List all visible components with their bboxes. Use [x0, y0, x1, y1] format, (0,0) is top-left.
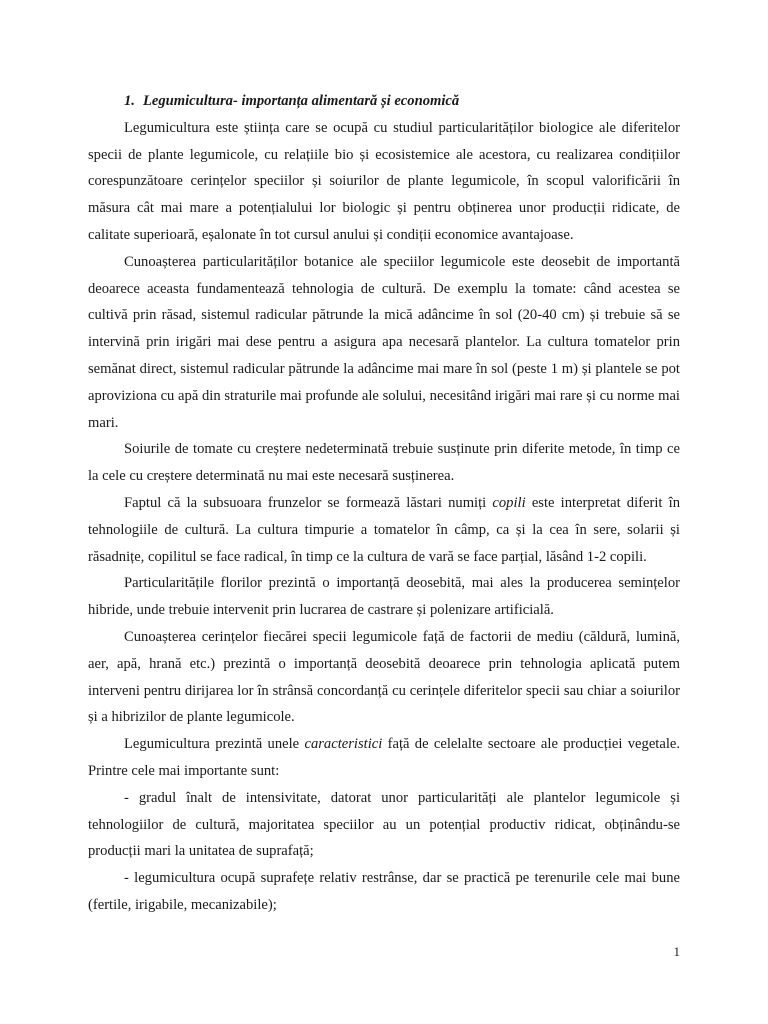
document-page: [88, 88, 680, 919]
paragraph-characteristics: [88, 731, 680, 785]
section-number: 1.: [124, 93, 135, 109]
section-heading: [88, 88, 680, 115]
section-title: Legumicultura- importanța alimentară și economică: [142, 93, 460, 109]
paragraph-tomato-varieties: Soiurile de tomate cu creștere nedeterminată trebuie susținute prin diferite metode, în timp ce la cele cu creștere determinată nu mai este necesară susținerea.: [88, 441, 680, 485]
emphasis-copili: copili: [492, 494, 526, 511]
paragraph-flowers: Particularitățile florilor prezintă o importanță deosebită, mai ales la producerea semințelor hibride, unde trebuie intervenit prin lucrarea de castrare și polenizare artificială.: [88, 575, 680, 619]
text-run: Legumicultura prezintă unele: [124, 736, 305, 753]
list-item-surfaces: - legumicultura ocupă suprafețe relativ restrânse, dar se practică pe terenurile cele mai bune (fertile, irigabile, mecanizabile);: [88, 870, 680, 913]
paragraph-side-shoots: [88, 490, 680, 570]
emphasis-caracteristici: caracteristici: [304, 736, 383, 753]
page-number: 1: [673, 944, 680, 959]
text-run: Faptul că la subsuoara frunzelor se formează lăstari numiți: [124, 494, 493, 511]
paragraph-environment-requirements: Cunoașterea cerințelor fiecărei specii legumicole față de factorii de mediu (căldură, lumină, aer, apă, hrană etc.) prezintă o importanță deosebită deoarece prin tehnologia aplicată putem interveni pentru dirijarea lor în strânsă concordanță cu cerințele diferitelor specii sau chiar a soiurilor și a hibrizilor de plante legumicole.: [88, 628, 680, 726]
text-run: este interpretat diferit în tehnologiile de cultură. La cultura timpurie a tomatelor în câmp, ca și la cea în sere, solarii și răsadnițe, copilitul se face radical, în timp ce la cultura de vară se face parțial, lăsând 1-2 copili.: [88, 494, 680, 565]
list-item-intensivity: - gradul înalt de intensivitate, datorat unor particularități ale plantelor legumicole și tehnologiilor de cultură, majoritatea speciilor au un potențial productiv ridicat, obținându-se producții mari la unitatea de suprafață;: [88, 789, 680, 860]
paragraph-definition: Legumicultura este știința care se ocupă cu studiul particularităților biologice ale diferitelor specii de plante legumicole, cu relațiile bio și ecosistemice ale acestora, cu realizarea condițiilor corespunzătoare cerințelor speciilor și soiurilor de plante legumicole, în scopul valorificării în măsura cât mai mare a potențialului lor biologic și pentru obținerea unor producții ridicate, de calitate superioară, eșalonate în tot cursul anului și condiții economice avantajoase.: [88, 119, 680, 243]
text-run: față de celelalte sectoare ale producției vegetale. Printre cele mai importante sunt:: [88, 736, 681, 779]
paragraph-botanical-particularities: Cunoașterea particularităților botanice ale speciilor legumicole este deosebit de importantă deoarece aceasta fundamentează tehnologia de cultură. De exemplu la tomate: când acestea se cultivă prin răsad, sistemul radicular pătrunde la mică adâncime în sol (20-40 cm) și trebuie să se intervină prin irigări mai dese pentru a asigura apa necesară plantelor. La cultura tomatelor prin semănat direct, sistemul radicular pătrunde la adâncime mai mare în sol (peste 1 m) și plantele se pot aproviziona cu apă din straturile mai profunde ale solului, necesitând irigări mai rare și cu norme mai mari.: [88, 253, 680, 431]
